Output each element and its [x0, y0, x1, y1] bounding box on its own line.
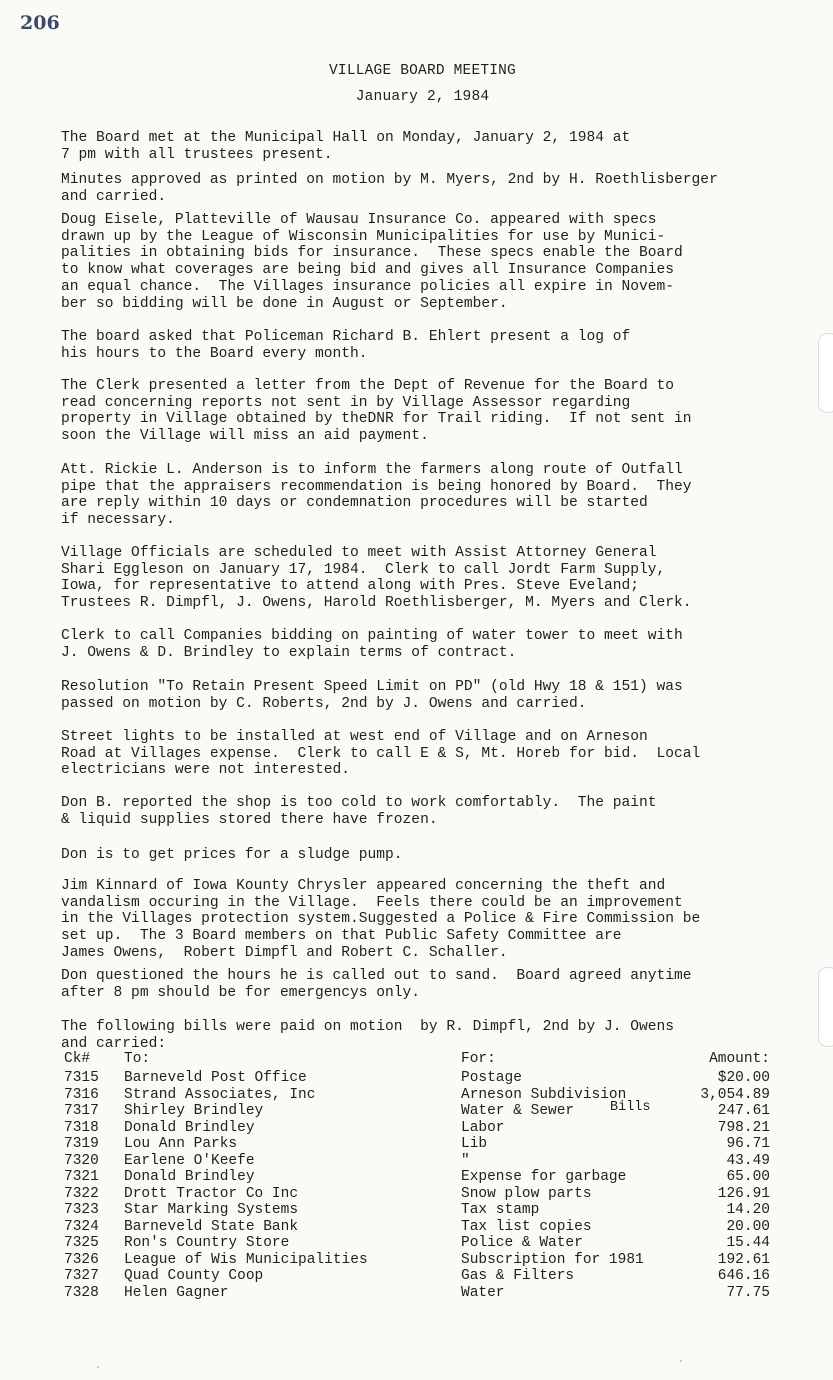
paragraph-line: The Board met at the Municipal Hall on Monday, January 2, 1984 at: [61, 130, 631, 146]
check-number-cell: 7323: [64, 1202, 99, 1218]
payee-cell: Drott Tractor Co Inc: [124, 1185, 299, 1202]
minutes-paragraph: [61, 878, 821, 962]
col-header-for: For:: [461, 1051, 496, 1067]
check-number-cell: 7324: [64, 1218, 99, 1235]
purpose-cell: Gas & Filters: [461, 1268, 575, 1284]
payee-cell: Star Marking Systems: [124, 1202, 299, 1218]
table-row: [64, 1136, 770, 1153]
minutes-paragraph: [61, 679, 821, 712]
purpose-cell: Arneson Subdivision: [461, 1086, 627, 1103]
amount-cell: 14.20: [726, 1202, 770, 1218]
paragraph-line: vandalism occuring in the Village. Feels there could be an improvement: [61, 894, 683, 911]
paragraph-line: Shari Eggleson on January 17, 1984. Clerk to call Jordt Farm Supply,: [61, 561, 666, 578]
table-row: [64, 1169, 770, 1186]
minutes-paragraph: [61, 628, 821, 661]
paragraph-line: Don questioned the hours he is called out to sand. Board agreed anytime: [61, 968, 692, 984]
payee-cell: Earlene O'Keefe: [124, 1152, 255, 1169]
paragraph-line: Doug Eisele, Platteville of Wausau Insurance Co. appeared with specs: [61, 212, 657, 228]
payee-cell: Lou Ann Parks: [124, 1136, 238, 1152]
payee-cell: Helen Gagner: [124, 1284, 229, 1301]
check-number-cell: 7321: [64, 1169, 99, 1185]
minutes-paragraph: [61, 462, 821, 529]
paragraph-line: Jim Kinnard of Iowa Kounty Chrysler appeared concerning the theft and: [61, 878, 666, 894]
paragraph-line: Don B. reported the shop is too cold to work comfortably. The paint: [61, 795, 657, 811]
paragraph-line: and carried.: [61, 188, 167, 205]
binder-tab: [818, 333, 833, 413]
check-number-cell: 7327: [64, 1268, 99, 1284]
col-header-to: To:: [124, 1051, 151, 1067]
bills-annotation: Bills: [610, 1100, 651, 1115]
amount-cell: 43.49: [726, 1152, 770, 1169]
paragraph-line: Street lights to be installed at west end of Village and on Arneson: [61, 729, 648, 745]
paragraph-line: James Owens, Robert Dimpfl and Robert C. Schaller.: [61, 944, 508, 961]
minutes-paragraph: [61, 172, 821, 205]
payee-cell: Donald Brindley: [124, 1169, 255, 1185]
table-row: [64, 1218, 770, 1236]
paragraph-line: his hours to the Board every month.: [61, 345, 368, 362]
payee-cell: League of Wis Municipalities: [124, 1251, 368, 1268]
paragraph-line: Village Officials are scheduled to meet with Assist Attorney General: [61, 545, 657, 561]
table-row: [64, 1284, 770, 1302]
paragraph-line: are reply within 10 days or condemnation procedures will be started: [61, 495, 648, 512]
purpose-cell: Water & Sewer: [461, 1103, 575, 1119]
purpose-cell: Police & Water: [461, 1235, 583, 1251]
check-number-cell: 7315: [64, 1070, 99, 1086]
bills-table: [64, 1051, 770, 1301]
check-number-cell: 7318: [64, 1119, 99, 1136]
paragraph-line: J. Owens & D. Brindley to explain terms of contract.: [61, 644, 517, 661]
amount-cell: 15.44: [726, 1235, 770, 1251]
paragraph-line: in the Villages protection system.Suggested a Police & Fire Commission be: [61, 911, 701, 928]
paragraph-line: The board asked that Policeman Richard B. Ehlert present a log of: [61, 329, 631, 345]
table-row: [64, 1070, 770, 1087]
amount-cell: 3,054.89: [700, 1086, 770, 1103]
minutes-paragraph: [61, 545, 821, 612]
table-row: [64, 1086, 770, 1104]
payee-cell: Strand Associates, Inc: [124, 1086, 316, 1103]
payee-cell: Ron's Country Store: [124, 1235, 290, 1251]
minutes-paragraph: [61, 968, 821, 1001]
minutes-paragraph: [61, 130, 821, 163]
amount-cell: $20.00: [717, 1070, 770, 1086]
check-number-cell: 7320: [64, 1152, 99, 1169]
purpose-cell: Lib: [461, 1136, 488, 1152]
amount-cell: 798.21: [717, 1119, 770, 1136]
page-number: 206: [20, 12, 60, 34]
paragraph-line: after 8 pm should be for emergencys only.: [61, 984, 421, 1001]
paper-speck: [97, 1366, 99, 1368]
paragraph-line: if necessary.: [61, 512, 175, 529]
purpose-cell: Subscription for 1981: [461, 1251, 644, 1268]
paragraph-line: Clerk to call Companies bidding on painting of water tower to meet with: [61, 628, 683, 644]
payee-cell: Shirley Brindley: [124, 1103, 264, 1119]
minutes-paragraph: [61, 378, 821, 445]
paragraph-line: soon the Village will miss an aid payment.: [61, 428, 429, 445]
amount-cell: 65.00: [726, 1169, 770, 1185]
minutes-paragraph: [61, 329, 821, 362]
paragraph-line: 7 pm with all trustees present.: [61, 146, 333, 163]
minutes-paragraph: [61, 212, 821, 312]
paragraph-line: Att. Rickie L. Anderson is to inform the farmers along route of Outfall: [61, 462, 683, 478]
paragraph-line: Trustees R. Dimpfl, J. Owens, Harold Roethlisberger, M. Myers and Clerk.: [61, 595, 692, 612]
payee-cell: Barneveld State Bank: [124, 1218, 299, 1235]
paragraph-line: read concerning reports not sent in by Village Assessor regarding: [61, 394, 631, 411]
check-number-cell: 7316: [64, 1086, 99, 1103]
paragraph-line: electricians were not interested.: [61, 762, 351, 779]
paragraph-line: & liquid supplies stored there have frozen.: [61, 811, 438, 828]
paragraph-line: to know what coverages are being bid and gives all Insurance Companies: [61, 262, 675, 279]
check-number-cell: 7325: [64, 1235, 99, 1251]
purpose-cell: Tax stamp: [461, 1202, 540, 1218]
check-number-cell: 7328: [64, 1284, 99, 1301]
purpose-cell: Water: [461, 1284, 505, 1301]
paper-speck: [680, 1360, 682, 1362]
purpose-cell: Labor: [461, 1119, 505, 1136]
paragraph-line: drawn up by the League of Wisconsin Municipalities for use by Munici-: [61, 228, 666, 245]
table-row: [64, 1268, 770, 1285]
amount-cell: 247.61: [717, 1103, 770, 1119]
purpose-cell: Snow plow parts: [461, 1185, 592, 1202]
amount-cell: 126.91: [717, 1185, 770, 1202]
table-row: [64, 1103, 770, 1120]
paragraph-line: The Clerk presented a letter from the Dept of Revenue for the Board to: [61, 378, 675, 394]
paragraph-line: an equal chance. The Villages insurance policies all expire in Novem-: [61, 278, 675, 295]
paragraph-line: Resolution "To Retain Present Speed Limit on PD" (old Hwy 18 & 151) was: [61, 679, 683, 695]
col-header-ck: Ck#: [64, 1051, 91, 1067]
table-row: [64, 1119, 770, 1137]
paragraph-line: and carried:: [61, 1035, 167, 1052]
paragraph-line: The following bills were paid on motion by R. Dimpfl, 2nd by J. Owens: [61, 1019, 675, 1035]
amount-cell: 20.00: [726, 1218, 770, 1235]
payee-cell: Barneveld Post Office: [124, 1070, 307, 1086]
minutes-paragraph: [61, 847, 821, 864]
paragraph-line: Road at Villages expense. Clerk to call E & S, Mt. Horeb for bid. Local: [61, 745, 701, 762]
amount-cell: 96.71: [726, 1136, 770, 1152]
amount-cell: 192.61: [717, 1251, 770, 1268]
amount-cell: 646.16: [717, 1268, 770, 1284]
paragraph-line: set up. The 3 Board members on that Public Safety Committee are: [61, 928, 622, 945]
bills-table-body: [64, 1070, 770, 1301]
table-row: [64, 1185, 770, 1203]
minutes-paragraph: [61, 1019, 821, 1052]
amount-cell: 77.75: [726, 1284, 770, 1301]
minutes-paragraph: [61, 729, 821, 779]
purpose-cell: Expense for garbage: [461, 1169, 627, 1185]
payee-cell: Donald Brindley: [124, 1119, 255, 1136]
binder-tab: [818, 967, 833, 1047]
paragraph-line: passed on motion by C. Roberts, 2nd by J. Owens and carried.: [61, 695, 587, 712]
paragraph-line: pipe that the appraisers recommendation is being honored by Board. They: [61, 478, 692, 495]
table-row: [64, 1202, 770, 1219]
purpose-cell: Tax list copies: [461, 1218, 592, 1235]
table-row: [64, 1235, 770, 1252]
col-header-amount: Amount:: [709, 1051, 770, 1067]
purpose-cell: ": [461, 1152, 470, 1169]
meeting-title: VILLAGE BOARD MEETING: [329, 63, 516, 79]
paragraph-line: ber so bidding will be done in August or September.: [61, 295, 508, 312]
check-number-cell: 7319: [64, 1136, 99, 1152]
check-number-cell: 7317: [64, 1103, 99, 1119]
paragraph-line: Minutes approved as printed on motion by M. Myers, 2nd by H. Roethlisberger: [61, 172, 718, 188]
table-row: [64, 1251, 770, 1269]
check-number-cell: 7326: [64, 1251, 99, 1268]
purpose-cell: Postage: [461, 1070, 522, 1086]
paragraph-line: Iowa, for representative to attend along with Pres. Steve Eveland;: [61, 578, 640, 595]
payee-cell: Quad County Coop: [124, 1268, 264, 1284]
bills-table-header: [64, 1051, 770, 1070]
check-number-cell: 7322: [64, 1185, 99, 1202]
paragraph-line: Don is to get prices for a sludge pump.: [61, 847, 403, 863]
paragraph-line: palities in obtaining bids for insurance. These specs enable the Board: [61, 245, 683, 262]
table-row: [64, 1152, 770, 1170]
paragraph-line: property in Village obtained by theDNR for Trail riding. If not sent in: [61, 411, 692, 428]
minutes-paragraph: [61, 795, 821, 828]
meeting-date: January 2, 1984: [355, 89, 490, 105]
